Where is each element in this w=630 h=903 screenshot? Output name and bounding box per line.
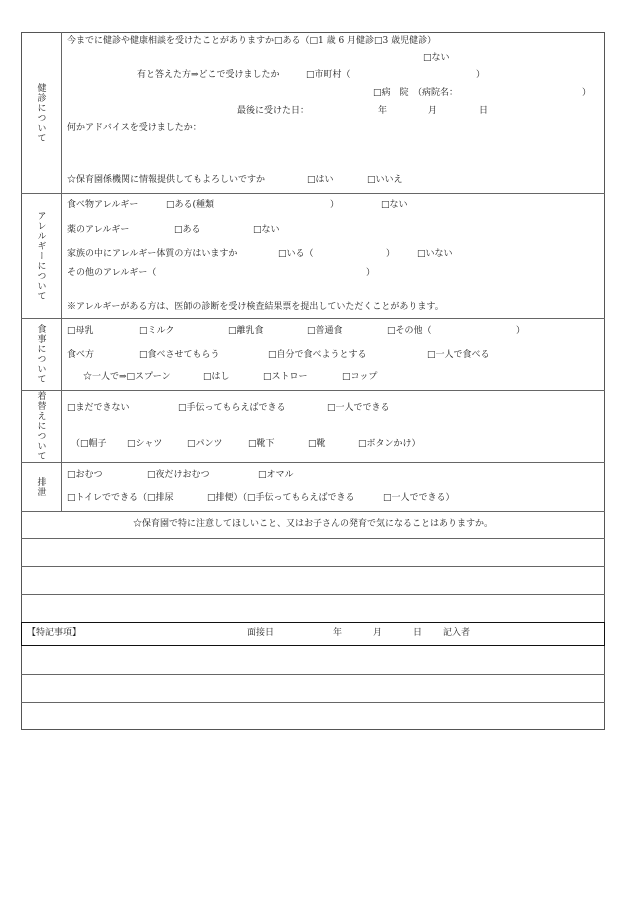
divider xyxy=(21,702,605,703)
meal-how-alone[interactable]: □一人で食べる xyxy=(427,350,490,360)
toilet-opt-night-diaper[interactable]: □夜だけおむつ xyxy=(147,470,210,480)
health-q2-lead: 有と答えた方⇒どこで受けましたか xyxy=(137,70,280,80)
health-consent: ☆保育園係機関に情報提供してもよろしいですか xyxy=(67,175,266,185)
allergy-drug: 薬のアレルギー xyxy=(67,225,130,235)
section-label-meal: 食事について xyxy=(35,324,46,384)
allergy-drug-yes[interactable]: □ある xyxy=(174,225,201,235)
section-label-health: 健診について xyxy=(35,82,46,143)
meal-opt-formula[interactable]: □ミルク xyxy=(139,326,175,336)
notes-question: ☆保育園で特に注意してほしいこと、又はお子さんの発育で気になることはありますか。 xyxy=(132,519,493,529)
divider xyxy=(21,193,605,194)
health-day: 日 xyxy=(479,106,489,116)
health-consent-yes[interactable]: □はい xyxy=(307,175,334,185)
divider xyxy=(21,390,605,391)
dress-opt-with-help[interactable]: □手伝ってもらえばできる xyxy=(178,403,286,413)
interview-day: 日 xyxy=(413,628,423,638)
toilet-can-urinate[interactable]: □トイレでできる（□排尿 xyxy=(67,493,174,503)
meal-how-label: 食べ方 xyxy=(67,350,95,360)
allergy-food: 食べ物アレルギー xyxy=(67,200,139,210)
health-year: 年 xyxy=(378,106,388,116)
health-q1: 今までに健診や健康相談を受けたことがありますか□ある（□1 歳 6 月健診□3 歳児健診） xyxy=(67,36,437,46)
allergy-drug-no[interactable]: □ない xyxy=(253,225,280,235)
divider xyxy=(21,594,605,595)
dress-opt-cannot[interactable]: □まだできない xyxy=(67,403,130,413)
section-label-toilet: 排泄 xyxy=(35,476,46,497)
special-notes-title: 【特記事項】 xyxy=(27,628,82,638)
allergy-family-no[interactable]: □いない xyxy=(417,249,453,259)
health-q2-city-close: ） xyxy=(476,70,486,80)
health-q2-city[interactable]: □市町村（ xyxy=(306,70,351,80)
interview-year: 年 xyxy=(333,628,343,638)
meal-solo-straw[interactable]: □ストロー xyxy=(263,372,308,382)
allergy-food-close: ） xyxy=(330,200,340,210)
allergy-other-close: ） xyxy=(366,268,376,278)
meal-opt-regular[interactable]: □普通食 xyxy=(307,326,343,336)
meal-opt-other-close: ） xyxy=(516,326,526,336)
divider xyxy=(21,462,605,463)
health-advice: 何かアドバイスを受けましたか： xyxy=(67,123,202,133)
health-last-date-label: 最後に受けた日： xyxy=(237,106,310,116)
dress-item-socks[interactable]: □靴下 xyxy=(248,439,275,449)
label-column-divider xyxy=(61,32,62,511)
allergy-note: ※アレルギーがある方は、医師の診断を受け検査結果票を提出していただくことがあります。 xyxy=(67,302,444,312)
allergy-family: 家族の中にアレルギー体質の方はいますか xyxy=(67,249,238,259)
dress-item-pants[interactable]: □パンツ xyxy=(187,439,223,449)
divider xyxy=(21,538,605,539)
divider xyxy=(21,674,605,675)
section-label-allergy: アレルギーについて xyxy=(35,210,46,301)
section-label-dress: 着替えについて xyxy=(35,391,46,461)
toilet-can-alone[interactable]: □一人でできる） xyxy=(383,493,455,503)
health-consent-no[interactable]: □いいえ xyxy=(367,175,403,185)
interview-date-label: 面接日 xyxy=(247,628,275,638)
dress-item-hat[interactable]: （□帽子 xyxy=(71,439,107,449)
toilet-can-defecate[interactable]: □排便）（□手伝ってもらえばできる xyxy=(207,493,355,503)
allergy-other: その他のアレルギー（ xyxy=(67,268,157,278)
allergy-food-no[interactable]: □ない xyxy=(381,200,408,210)
meal-opt-other[interactable]: □その他（ xyxy=(387,326,432,336)
meal-opt-babyfood[interactable]: □離乳食 xyxy=(228,326,264,336)
meal-solo-cup[interactable]: □コップ xyxy=(342,372,378,382)
divider xyxy=(21,318,605,319)
allergy-family-close: ） xyxy=(386,249,396,259)
writer-label: 記入者 xyxy=(443,628,471,638)
dress-item-shirt[interactable]: □シャツ xyxy=(127,439,163,449)
health-q1-no[interactable]: □ない xyxy=(423,53,450,63)
dress-item-shoes[interactable]: □靴 xyxy=(308,439,326,449)
special-notes-header xyxy=(21,622,605,646)
divider xyxy=(21,511,605,512)
meal-how-fed[interactable]: □食べさせてもらう xyxy=(139,350,220,360)
meal-solo-chopsticks[interactable]: □はし xyxy=(203,372,230,382)
health-month: 月 xyxy=(428,106,438,116)
meal-solo-spoon[interactable]: ☆一人で⇒□スプーン xyxy=(83,372,171,382)
interview-month: 月 xyxy=(373,628,383,638)
allergy-food-yes[interactable]: □ある(種類 xyxy=(166,200,215,210)
health-q2-hospital[interactable]: □病 院 （病院名： xyxy=(373,88,459,98)
divider xyxy=(21,566,605,567)
dress-item-buttons[interactable]: □ボタンかけ） xyxy=(358,439,421,449)
allergy-family-yes[interactable]: □いる（ xyxy=(278,249,314,259)
toilet-opt-potty[interactable]: □オマル xyxy=(258,470,294,480)
meal-opt-breastmilk[interactable]: □母乳 xyxy=(67,326,94,336)
toilet-opt-diaper[interactable]: □おむつ xyxy=(67,470,103,480)
dress-opt-alone[interactable]: □一人でできる xyxy=(327,403,390,413)
health-q2-hospital-close: ） xyxy=(582,88,592,98)
meal-how-trying[interactable]: □自分で食べようとする xyxy=(268,350,367,360)
